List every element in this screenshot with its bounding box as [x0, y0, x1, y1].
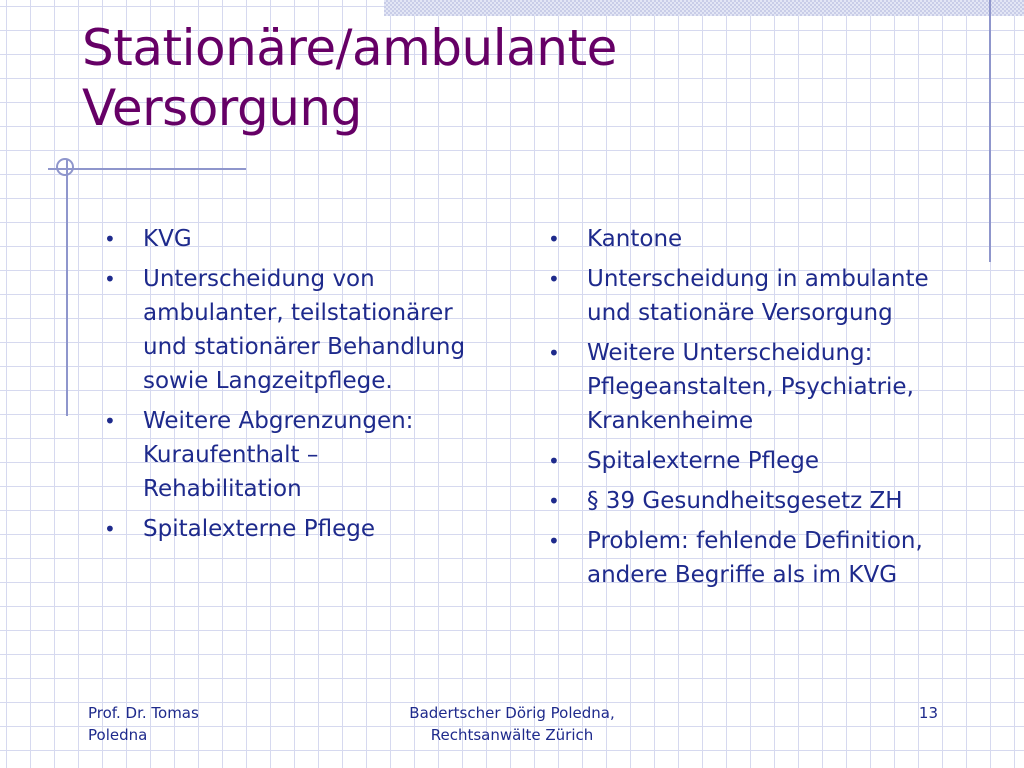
list-item-text: Kantone: [587, 226, 683, 252]
list-item: [104, 512, 504, 546]
list-item-text: Unterscheidung in ambulante: [587, 266, 929, 292]
list-item: [548, 336, 968, 438]
footer-author-line: Poledna: [88, 726, 148, 744]
footer-author-line: Prof. Dr. Tomas: [88, 704, 199, 722]
list-item-text: Krankenheime: [587, 408, 754, 434]
slide-title-line: Versorgung: [82, 79, 362, 137]
footer-firm-line: Rechtsanwälte Zürich: [430, 726, 594, 744]
list-item: [104, 404, 504, 506]
bullet-icon: •: [548, 529, 560, 553]
bullet-icon: •: [104, 227, 116, 251]
bullet-icon: •: [548, 449, 560, 473]
slide-title: [82, 18, 617, 138]
list-item-text: Unterscheidung von: [143, 266, 375, 292]
list-item-text: andere Begriffe als im KVG: [587, 562, 898, 588]
bullet-icon: •: [548, 227, 560, 251]
list-item: [548, 484, 968, 518]
decorative-ring-icon: [56, 158, 74, 176]
decorative-right-rule: [989, 0, 991, 262]
list-item-text: KVG: [143, 226, 192, 252]
list-item: [104, 262, 504, 398]
list-item-text: sowie Langzeitpflege.: [143, 368, 393, 394]
list-item: [548, 222, 968, 256]
left-bullet-list: [104, 222, 504, 552]
slide-title-line: Stationäre/ambulante: [82, 19, 617, 77]
list-item-text: Kuraufenthalt –: [143, 442, 319, 468]
bullet-icon: •: [548, 267, 560, 291]
list-item: [548, 262, 968, 330]
list-item-text: Spitalexterne Pflege: [143, 516, 375, 542]
decorative-title-underline: [48, 168, 246, 170]
list-item-text: § 39 Gesundheitsgesetz ZH: [587, 488, 903, 514]
decorative-top-strip: [384, 0, 1024, 16]
list-item-text: und stationäre Versorgung: [587, 300, 893, 326]
footer-firm-line: Badertscher Dörig Poledna,: [409, 704, 615, 722]
footer-firm: [380, 702, 644, 746]
bullet-icon: •: [104, 267, 116, 291]
list-item-text: Spitalexterne Pflege: [587, 448, 819, 474]
list-item-text: Problem: fehlende Definition,: [587, 528, 923, 554]
list-item-text: Rehabilitation: [143, 476, 302, 502]
list-item: [104, 222, 504, 256]
decorative-left-rule: [66, 160, 68, 416]
list-item-text: und stationärer Behandlung: [143, 334, 466, 360]
bullet-icon: •: [548, 489, 560, 513]
bullet-icon: •: [104, 517, 116, 541]
list-item-text: Pflegeanstalten, Psychiatrie,: [587, 374, 914, 400]
list-item-text: Weitere Abgrenzungen:: [143, 408, 414, 434]
list-item-text: ambulanter, teilstationärer: [143, 300, 453, 326]
list-item: [548, 524, 968, 592]
bullet-icon: •: [548, 341, 560, 365]
right-bullet-list: [548, 222, 968, 598]
list-item: [548, 444, 968, 478]
footer-author: [88, 702, 248, 746]
list-item-text: Weitere Unterscheidung:: [587, 340, 873, 366]
page-number-text: 13: [918, 704, 938, 722]
page-number: [890, 702, 938, 724]
bullet-icon: •: [104, 409, 116, 433]
